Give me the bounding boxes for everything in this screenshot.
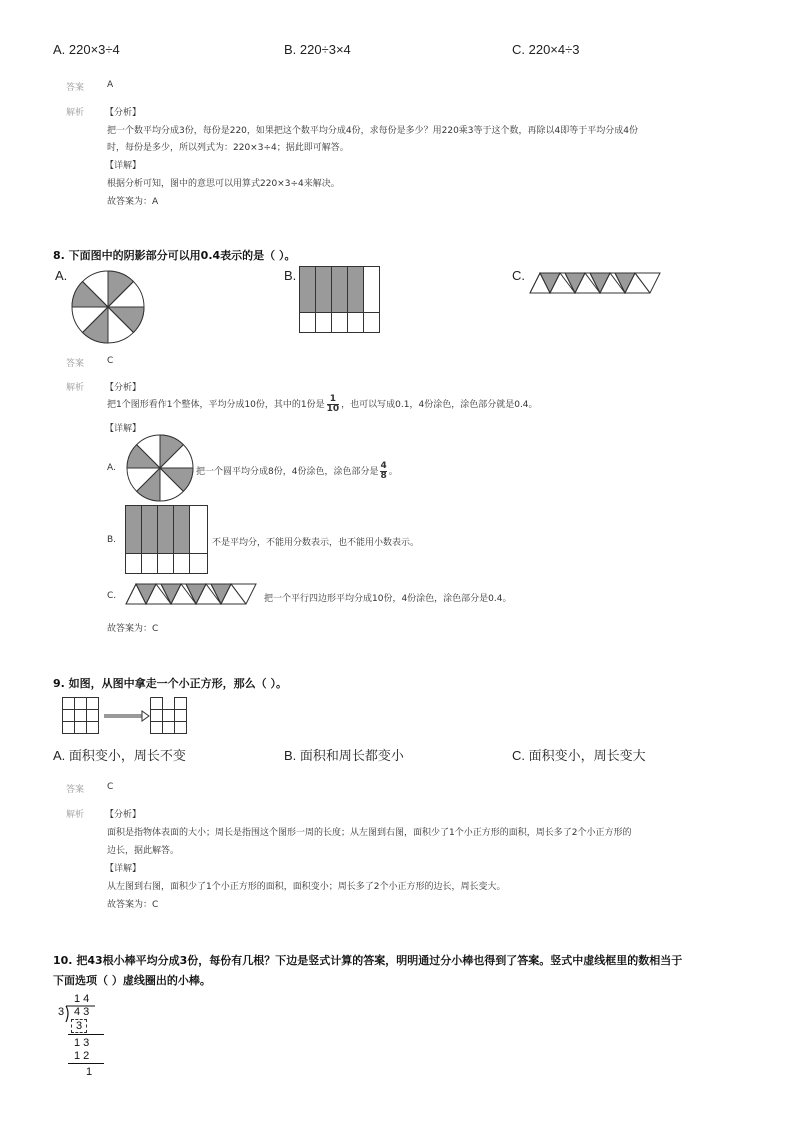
q8-detail-a-circle-figure: [126, 434, 194, 502]
q7-analysis-line2: 时，每份是多少，所以列式为：220×3÷4；据此即可解答。: [107, 143, 349, 153]
q8-analysis-label: 解析: [66, 383, 85, 393]
q8-analysis-pre: 把1个图形看作1个整体，平均分成10份，其中的1份是: [107, 400, 325, 410]
q7-analysis-head: 【分析】: [105, 108, 142, 118]
division-subtract-2: 1 2: [74, 1050, 90, 1062]
q7-analysis-label: 解析: [66, 108, 85, 118]
q8-answer-label: 答案: [66, 359, 85, 369]
q8-detail-c-parallelogram-figure: [126, 583, 260, 607]
q10-long-division: [56, 993, 116, 1083]
q8-option-a-circle-figure: [70, 269, 146, 345]
division-dashed-box: 3: [71, 1019, 87, 1033]
q7-option-c[interactable]: C. 220×4÷3: [512, 42, 580, 57]
q9-grid-transform-figure: [62, 697, 190, 737]
q8-detail-b-text: 不是平均分，不能用分数表示，也不能用小数表示。: [212, 538, 420, 548]
q7-option-a[interactable]: A. 220×3÷4: [53, 42, 120, 57]
q8-detail-a-label: A.: [107, 463, 116, 473]
q8-detail-b-rect-figure: [125, 505, 209, 575]
q8-detail-head: 【详解】: [105, 424, 142, 434]
q8-answer: C: [107, 356, 114, 366]
division-quotient: 1 4: [74, 993, 90, 1005]
q7-detail-line1: 根据分析可知，图中的意思可以用算式220×3÷4来解决。: [107, 179, 340, 189]
q8-detail-a-fraction: $\frac{4}{8}$: [380, 461, 387, 481]
q8-analysis-line: [107, 395, 538, 414]
q7-detail-head: 【详解】: [105, 161, 142, 171]
q9-analysis-label: 解析: [66, 810, 85, 820]
q9-analysis-line2: 边长，据此解答。: [107, 846, 180, 856]
q9-analysis-line1: 面积是指物体表面的大小；周长是指围这个图形一周的长度；从左图到右图，面积少了1个小正方形的面积，周长多了2个小正方形的: [107, 828, 632, 838]
q7-answer-label: 答案: [66, 83, 85, 93]
q8-detail-b-label: B.: [107, 535, 117, 545]
division-remainder-1: 1 3: [74, 1037, 90, 1049]
q7-conclusion: 故答案为：A: [107, 197, 159, 207]
q8-detail-a-text: 把一个圆平均分成8份，4份涂色，涂色部分是 $\frac{4}{8}$ 。: [196, 461, 398, 481]
q8-analysis-head: 【分析】: [105, 383, 142, 393]
q8-conclusion: 故答案为：C: [107, 624, 159, 634]
q8-option-c-parallelogram-figure: [530, 272, 664, 296]
q8-detail-c-label: C.: [107, 591, 117, 601]
q9-option-a[interactable]: A. 面积变小，周长不变: [53, 748, 186, 763]
q8-option-b-rect-figure: [299, 266, 381, 334]
q9-option-b[interactable]: B. 面积和周长都变小: [284, 748, 404, 763]
q8-question: 8. 下面图中的阴影部分可以用0.4表示的是（ ）。: [53, 249, 296, 262]
division-divisor: 3: [58, 1006, 65, 1018]
q9-option-c[interactable]: C. 面积变小，周长变大: [512, 748, 646, 763]
q8-analysis-fraction: $\frac{1}{10}$: [326, 394, 340, 414]
q10-question-line2: 下面选项（ ）虚线圈出的小棒。: [53, 974, 211, 987]
q9-analysis-head: 【分析】: [105, 810, 142, 820]
q8-analysis-post: ，也可以写成0.1，4份涂色，涂色部分就是0.4。: [341, 400, 538, 410]
q9-detail-line1: 从左图到右图，面积少了1个小正方形的面积，面积变小；周长多了2个小正方形的边长，周长变大。: [107, 882, 506, 892]
q8-option-c-label[interactable]: C.: [512, 268, 525, 283]
q9-conclusion: 故答案为：C: [107, 900, 159, 910]
division-remainder-final: 1: [86, 1066, 93, 1078]
q8-detail-c-text: 把一个平行四边形平均分成10份，4份涂色，涂色部分是0.4。: [264, 594, 512, 604]
division-dividend: 4 3: [74, 1006, 90, 1018]
q9-question: 9. 如图，从图中拿走一个小正方形，那么（ ）。: [53, 677, 287, 690]
q8-option-b-label[interactable]: B.: [284, 268, 297, 283]
q8-option-a-label[interactable]: A.: [55, 268, 68, 283]
q7-analysis-line1: 把一个数平均分成3份，每份是220，如果把这个数平均分成4份，求每份是多少？用220乘3等于这个数，再除以4即等于平均分成4份: [107, 126, 638, 136]
q9-detail-head: 【详解】: [105, 864, 142, 874]
q7-answer: A: [107, 80, 114, 90]
q7-option-b[interactable]: B. 220÷3×4: [284, 42, 351, 57]
q10-question-line1: 10. 把43根小棒平均分成3份，每份有几根？下边是竖式计算的答案，明明通过分小棒也得到了答案。竖式中虚线框里的数相当于: [53, 954, 683, 967]
q9-answer: C: [107, 782, 114, 792]
q9-answer-label: 答案: [66, 785, 85, 795]
